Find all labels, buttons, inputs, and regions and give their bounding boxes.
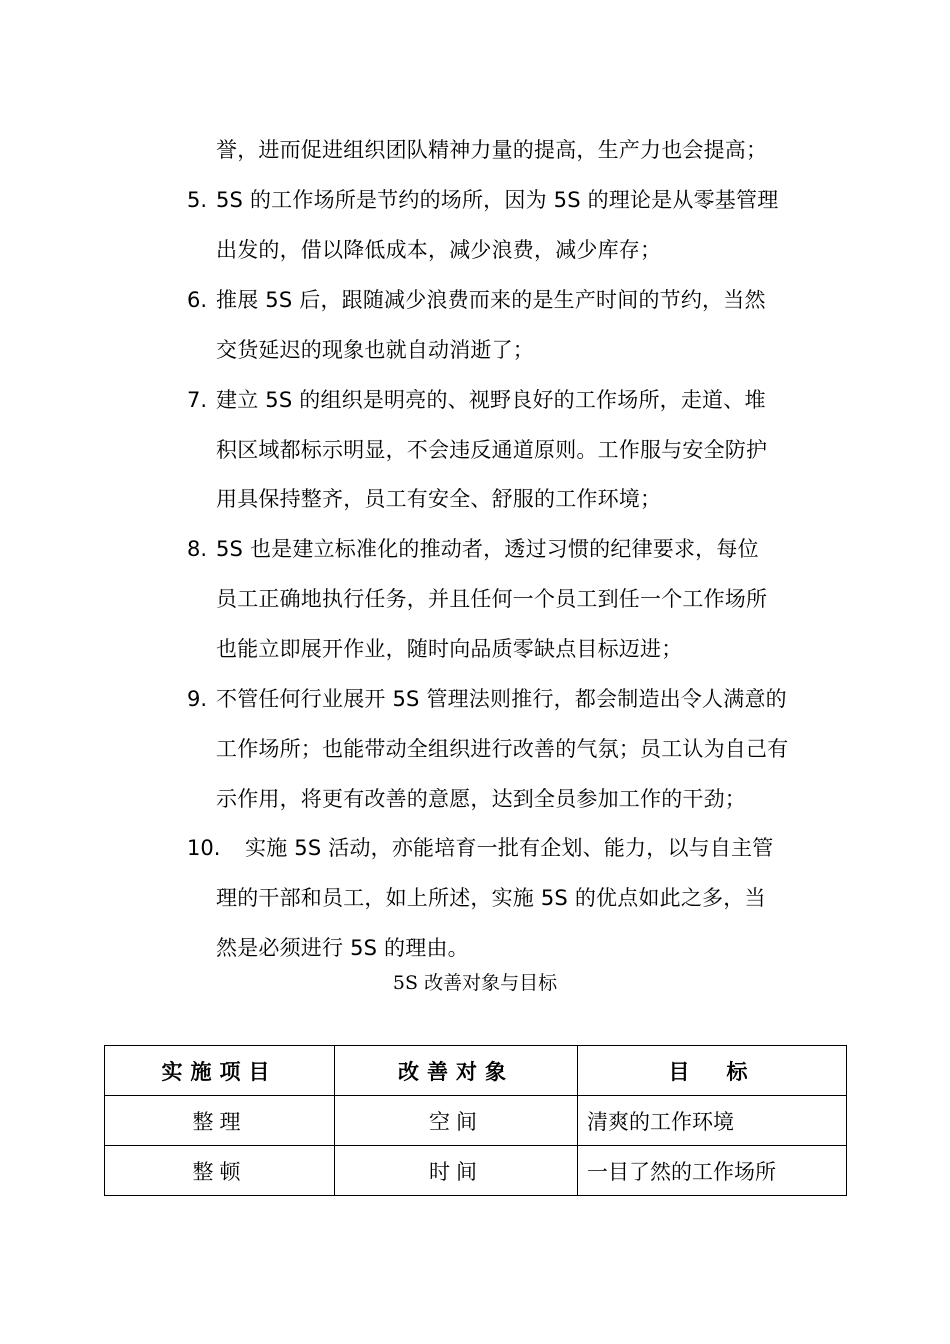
list-item-number-8: 8.: [187, 537, 208, 561]
list-item-9-line-2: 工作场所；也能带动全组织进行改善的气氛；员工认为自己有: [216, 737, 789, 761]
list-item-6-line-1: 推展 5S 后，跟随减少浪费而来的是生产时间的节约，当然: [216, 288, 766, 312]
list-item-8-line-2: 员工正确地执行任务，并且任何一个员工到任一个工作场所: [216, 587, 768, 611]
list-item-number-6: 6.: [187, 288, 208, 312]
list-item-10-line-3: 然是必须进行 5S 的理由。: [216, 936, 469, 960]
continuation-line: 誉，进而促进组织团队精神力量的提高，生产力也会提高；: [216, 138, 768, 162]
improvement-table: [104, 1045, 847, 1196]
list-item-7-line-1: 建立 5S 的组织是明亮的、视野良好的工作场所，走道、堆: [216, 388, 766, 412]
header-improvement-target: 改善对象: [335, 1046, 578, 1096]
table-cell: 整理: [105, 1096, 335, 1146]
list-item-number-7: 7.: [187, 388, 208, 412]
table-cell: 整顿: [105, 1146, 335, 1196]
list-item-9-line-1: 不管任何行业展开 5S 管理法则推行，都会制造出令人满意的: [216, 687, 787, 711]
list-item-number-10: 10.: [187, 836, 221, 860]
table-cell: 清爽的工作环境: [578, 1096, 847, 1146]
table-row: [105, 1096, 847, 1146]
table-header-row: [105, 1046, 847, 1096]
table-cell: 时间: [335, 1146, 578, 1196]
table-row: [105, 1146, 847, 1196]
list-item-10-line-1: 实施 5S 活动，亦能培育一批有企划、能力，以与自主管: [245, 836, 774, 860]
list-item-8-line-1: 5S 也是建立标准化的推动者，透过习惯的纪律要求，每位: [216, 537, 759, 561]
header-implementation-item: 实施项目: [105, 1046, 335, 1096]
table-cell: 空间: [335, 1096, 578, 1146]
list-item-7-line-2: 积区域都标示明显，不会违反通道原则。工作服与安全防护: [216, 438, 768, 462]
header-goal: 目 标: [578, 1046, 847, 1096]
list-item-9-line-3: 示作用，将更有改善的意愿，达到全员参加工作的干劲；: [216, 787, 746, 811]
table-cell: 一目了然的工作场所: [578, 1146, 847, 1196]
table-caption: 5S 改善对象与目标: [392, 972, 558, 994]
list-item-number-9: 9.: [187, 687, 208, 711]
list-item-7-line-3: 用具保持整齐，员工有安全、舒服的工作环境；: [216, 487, 662, 511]
list-item-8-line-3: 也能立即展开作业，随时向品质零缺点目标迈进；: [216, 637, 683, 661]
list-item-5-line-2: 出发的，借以降低成本，减少浪费，减少库存；: [216, 238, 662, 262]
list-item-5-line-1: 5S 的工作场所是节约的场所，因为 5S 的理论是从零基管理: [216, 188, 779, 212]
list-item-6-line-2: 交货延迟的现象也就自动消逝了；: [216, 338, 534, 362]
list-item-10-line-2: 理的干部和员工，如上所述，实施 5S 的优点如此之多，当: [216, 886, 766, 910]
list-item-number-5: 5.: [187, 188, 208, 212]
